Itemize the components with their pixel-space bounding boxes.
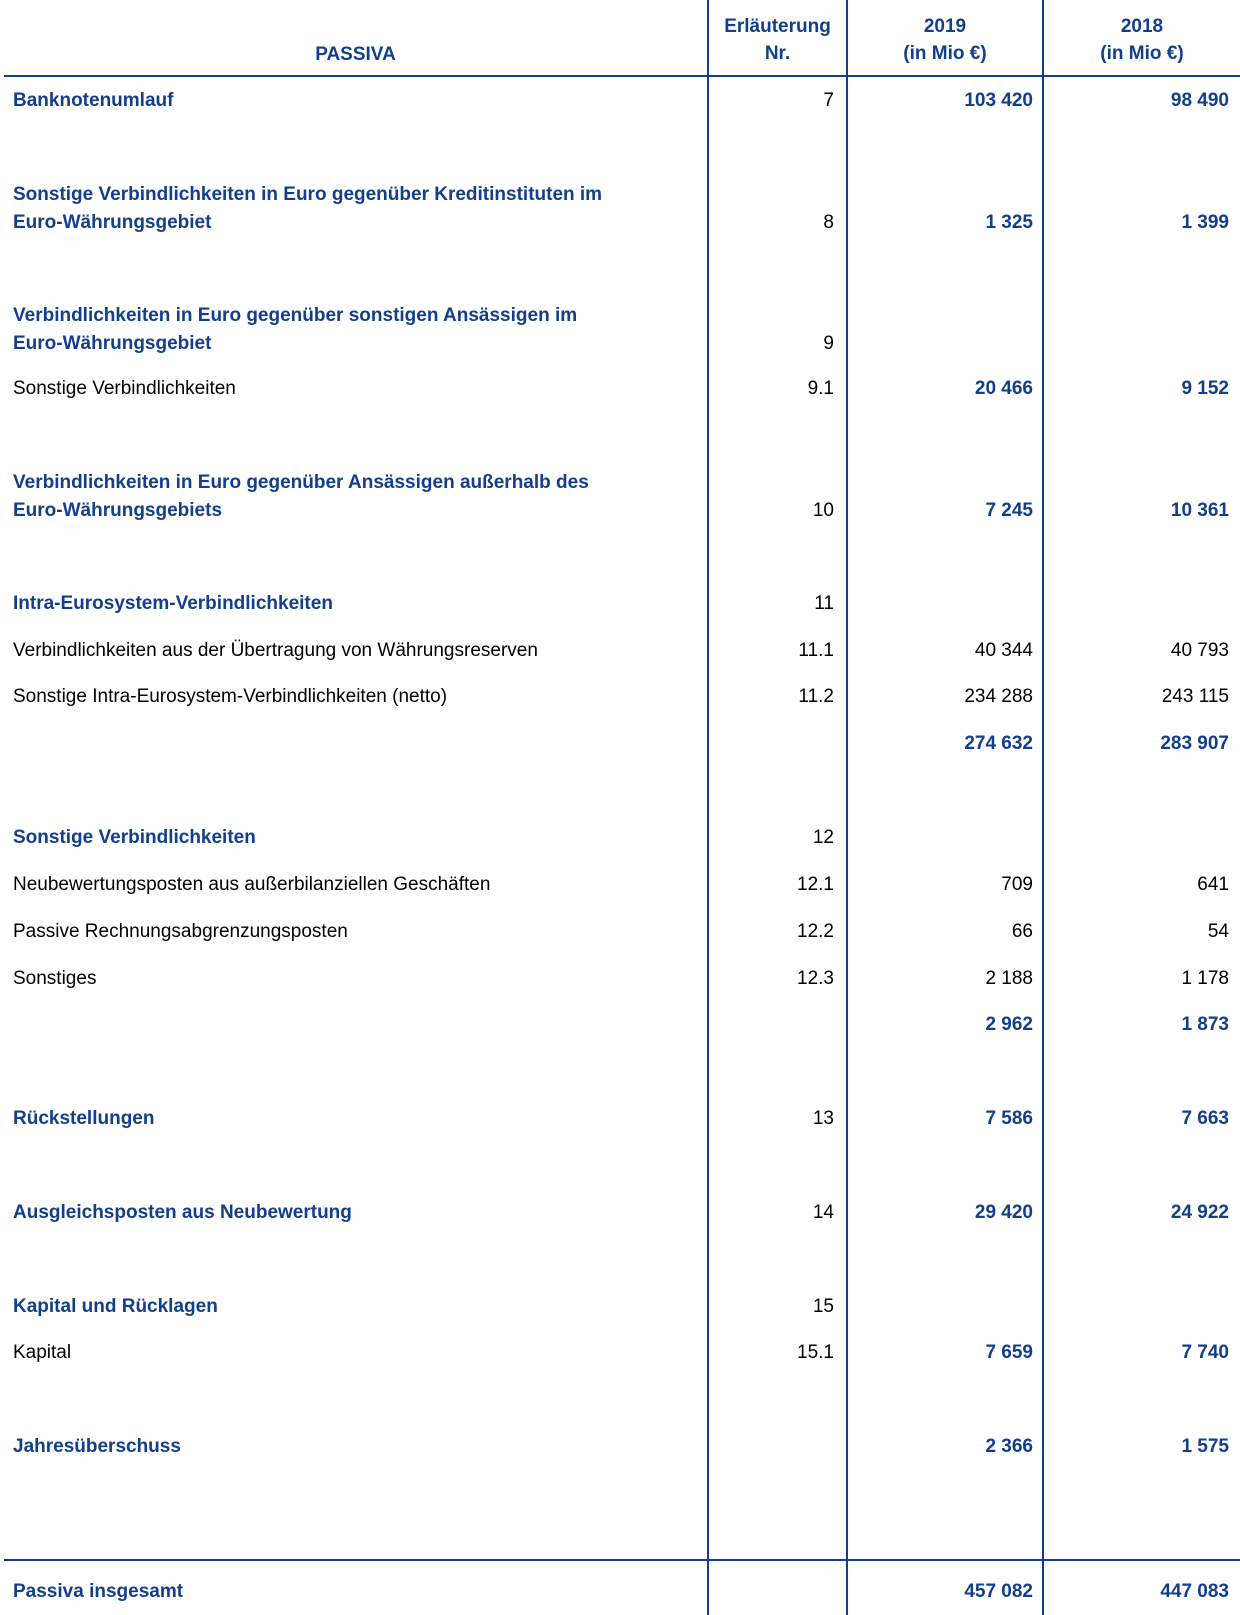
row-value-2018: 54 (1207, 921, 1229, 942)
row-value-2018: 9 152 (1181, 378, 1229, 399)
row-label: Rückstellungen (13, 1108, 155, 1129)
row-value-2018: 24 922 (1170, 1202, 1229, 1223)
row-label: Sonstige Intra-Eurosystem-Verbindlichkeiten (netto) (13, 686, 448, 707)
row-label-line-2: Euro-Währungsgebiet (13, 212, 212, 233)
row-value-2019: 29 420 (974, 1202, 1033, 1223)
row-label: Sonstige Verbindlichkeiten (13, 827, 256, 848)
row-value-2019: 2 188 (985, 968, 1033, 989)
row-note-number: 13 (812, 1108, 834, 1129)
row-label (13, 469, 673, 525)
row-label-line-1: Verbindlichkeiten in Euro gegenüber Ansässigen außerhalb des (13, 472, 589, 493)
row-label: Passiva insgesamt (13, 1581, 184, 1602)
row-label: Neubewertungsposten aus außerbilanziellen Geschäften (13, 874, 491, 895)
row-sonstige-verbindlichkeiten-12 (0, 824, 1240, 852)
column-divider-3 (1042, 0, 1044, 1615)
row-label (13, 302, 673, 358)
row-label-line-1: Sonstige Verbindlichkeiten in Euro gegenüber Kreditinstituten im (13, 184, 603, 205)
row-rueckstellungen (0, 1105, 1240, 1133)
row-label: Ausgleichsposten aus Neubewertung (13, 1202, 352, 1223)
row-value-2019: 40 344 (974, 640, 1033, 661)
row-value-2018: 283 907 (1160, 733, 1229, 754)
row-intra-eurosystem (0, 590, 1240, 618)
row-jahresueberschuss (0, 1433, 1240, 1461)
row-note-number: 12 (812, 827, 834, 848)
erlaeuterung-label: Erläuterung (724, 16, 831, 37)
row-value-2018: 447 083 (1160, 1581, 1229, 1602)
row-label: Passive Rechnungsabgrenzungsposten (13, 921, 348, 942)
total-divider (4, 1559, 1240, 1561)
row-banknotenumlauf (0, 87, 1240, 115)
row-value-2018: 641 (1197, 874, 1229, 895)
row-note-number: 8 (823, 212, 834, 233)
row-note-number: 12.1 (797, 874, 834, 895)
row-kapital-und-ruecklagen (0, 1293, 1240, 1321)
row-value-2018: 40 793 (1170, 640, 1229, 661)
row-value-2019: 7 586 (985, 1108, 1033, 1129)
row-passiva-insgesamt (0, 1578, 1240, 1606)
row-label: Kapital (13, 1342, 72, 1363)
nr-label: Nr. (764, 43, 791, 64)
header-divider (4, 75, 1240, 77)
row-uebertragung-waehrungsreserven (0, 637, 1240, 665)
header-erlaeuterung (709, 13, 846, 67)
row-label: Sonstige Verbindlichkeiten (13, 378, 236, 399)
row-note-number: 12.3 (797, 968, 834, 989)
row-value-2018: 10 361 (1170, 500, 1229, 521)
row-label: Sonstiges (13, 968, 97, 989)
passiva-heading: PASSIVA (315, 44, 396, 65)
row-label: Intra-Eurosystem-Verbindlichkeiten (13, 593, 333, 614)
row-value-2019: 457 082 (964, 1581, 1033, 1602)
row-subtotal-intra-eurosystem (0, 730, 1240, 758)
row-value-2018: 243 115 (1161, 686, 1229, 707)
row-value-2019: 20 466 (974, 378, 1033, 399)
row-label: Banknotenumlauf (13, 90, 174, 111)
row-value-2018: 1 178 (1181, 968, 1229, 989)
row-value-2019: 1 325 (985, 212, 1033, 233)
row-label-line-2: Euro-Währungsgebiet (13, 333, 212, 354)
row-kapital (0, 1339, 1240, 1367)
header-2018 (1044, 13, 1240, 67)
row-verbindlichkeiten-sonstige-ansaessige (0, 302, 1240, 358)
row-value-2019: 7 245 (985, 500, 1033, 521)
row-sonstige-intra-eurosystem (0, 683, 1240, 711)
year-2019-label: 2019 (923, 16, 967, 37)
row-verbindlichkeiten-ausserhalb (0, 469, 1240, 525)
row-value-2019: 234 288 (964, 686, 1033, 707)
row-note-number: 11 (814, 593, 834, 614)
row-label: Kapital und Rücklagen (13, 1296, 218, 1317)
row-value-2018: 1 399 (1181, 212, 1229, 233)
row-note-number: 11.2 (798, 686, 834, 707)
row-sonstige-verbindlichkeiten-9-1 (0, 375, 1240, 403)
row-label: Jahresüberschuss (13, 1436, 181, 1457)
row-note-number: 11.1 (798, 640, 834, 661)
row-value-2019: 2 962 (985, 1014, 1033, 1035)
row-note-number: 7 (823, 90, 834, 111)
year-2018-label: 2018 (1120, 16, 1164, 37)
row-ausgleichsposten (0, 1199, 1240, 1227)
row-value-2019: 709 (1001, 874, 1033, 895)
row-sonstige-verbindlichkeiten-kreditinstitute (0, 181, 1240, 237)
row-value-2019: 66 (1011, 921, 1033, 942)
header-2019 (848, 13, 1042, 67)
row-label (13, 181, 673, 237)
column-divider-2 (846, 0, 848, 1615)
row-value-2019: 2 366 (985, 1436, 1033, 1457)
row-subtotal-sonstige (0, 1011, 1240, 1039)
row-note-number: 15 (812, 1296, 834, 1317)
row-note-number: 9.1 (807, 378, 834, 399)
row-value-2018: 1 575 (1181, 1436, 1229, 1457)
row-value-2018: 7 663 (1181, 1108, 1229, 1129)
row-note-number: 14 (812, 1202, 834, 1223)
row-label-line-1: Verbindlichkeiten in Euro gegenüber sonstigen Ansässigen im (13, 305, 578, 326)
row-note-number: 10 (812, 500, 834, 521)
row-value-2018: 1 873 (1181, 1014, 1229, 1035)
row-value-2019: 103 420 (964, 90, 1033, 111)
row-label: Verbindlichkeiten aus der Übertragung von Währungsreserven (13, 640, 538, 661)
column-divider-1 (707, 0, 709, 1615)
row-passive-rechnungsabgrenzung (0, 918, 1240, 946)
header-passiva (4, 41, 707, 68)
year-2018-unit: (in Mio €) (1100, 43, 1184, 64)
row-value-2018: 7 740 (1181, 1342, 1229, 1363)
row-note-number: 15.1 (797, 1342, 834, 1363)
row-sonstiges (0, 965, 1240, 993)
row-value-2018: 98 490 (1170, 90, 1229, 111)
row-note-number: 12.2 (797, 921, 834, 942)
row-value-2019: 274 632 (964, 733, 1033, 754)
row-label-line-2: Euro-Währungsgebiets (13, 500, 223, 521)
row-note-number: 9 (823, 333, 834, 354)
year-2019-unit: (in Mio €) (903, 43, 987, 64)
row-neubewertungsposten (0, 871, 1240, 899)
row-value-2019: 7 659 (985, 1342, 1033, 1363)
